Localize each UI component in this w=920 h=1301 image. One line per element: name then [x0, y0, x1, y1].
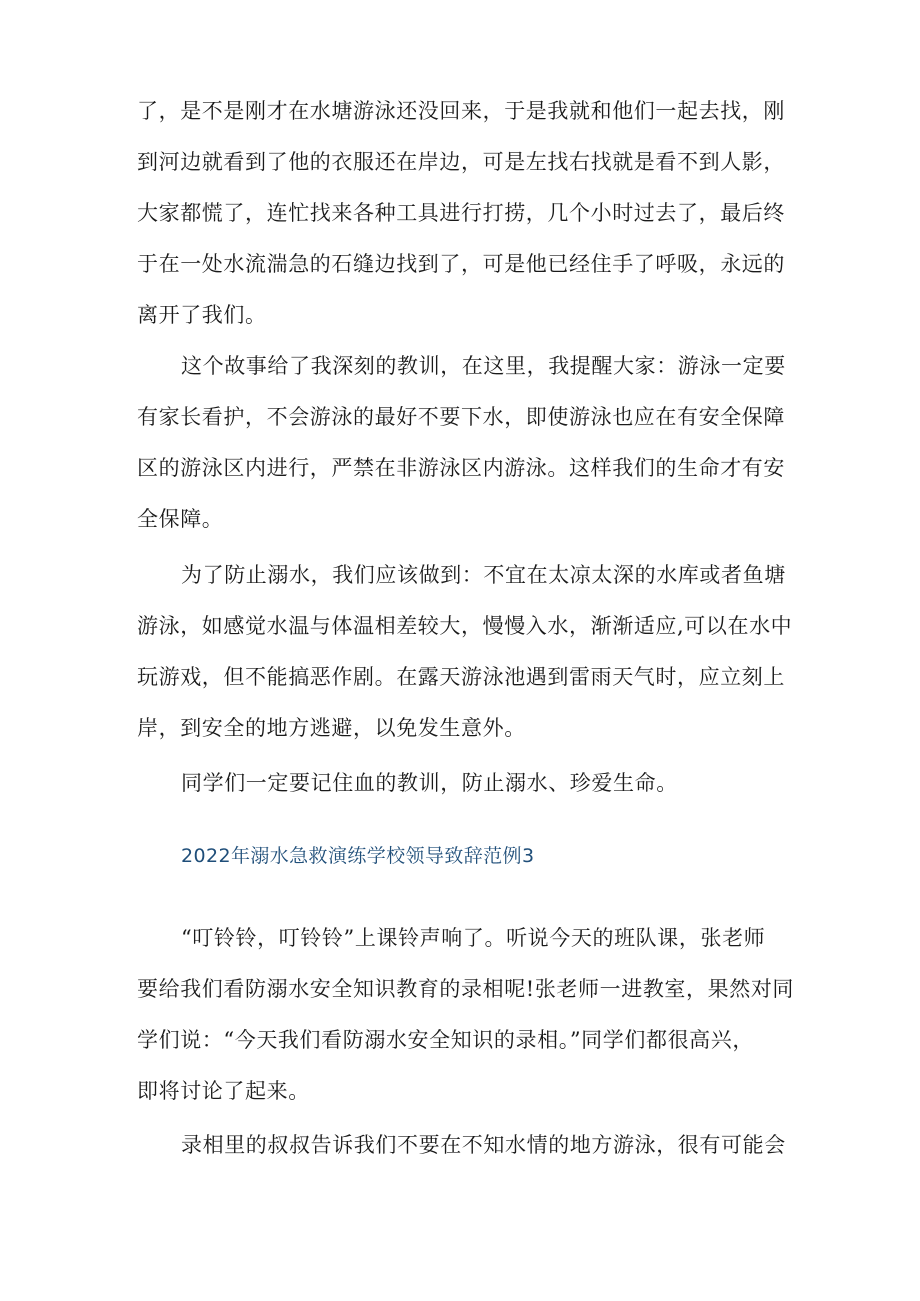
- paragraph-5: [137, 913, 797, 1117]
- text-line: 区的游泳区内进行，严禁在非游泳区内游泳。这样我们的生命才有安: [137, 456, 785, 480]
- text-line: 有家长看护，不会游泳的最好不要下水，即使游泳也应在有安全保障: [137, 405, 785, 429]
- text-line: 这个故事给了我深刻的教训，在这里，我提醒大家：游泳一定要: [181, 354, 786, 378]
- text-line: 了，是不是刚才在水塘游泳还没回来，于是我就和他们一起去找，刚: [137, 99, 785, 123]
- text-line: 全保障。: [137, 507, 224, 531]
- text-line: 为了防止溺水，我们应该做到：不宜在太凉太深的水库或者鱼塘: [181, 563, 786, 587]
- paragraph-1: [137, 86, 797, 341]
- text-line: 同学们一定要记住血的教训，防止溺水、珍爱生命。: [181, 771, 678, 795]
- section-heading: 2022年溺水急救演练学校领导致辞范例3: [181, 845, 535, 867]
- text-line: 于在一处水流湍急的石缝边找到了，可是他已经住手了呼吸，永远的: [137, 252, 785, 276]
- text-line: 即将讨论了起来。: [137, 1079, 310, 1103]
- text-line: 游泳，如感觉水温与体温相差较大，慢慢入水，渐渐适应,可以在水中: [137, 614, 793, 638]
- text-line: 玩游戏，但不能搞恶作剧。在露天游泳池遇到雷雨天气时，应立刻上: [137, 665, 785, 689]
- paragraph-3: [137, 550, 797, 754]
- text-line: 到河边就看到了他的衣服还在岸边，可是左找右找就是看不到人影，: [137, 150, 785, 174]
- paragraph-6: [137, 1120, 797, 1171]
- text-line: “叮铃铃，叮铃铃”上课铃声响了。听说今天的班队课，张老师: [181, 926, 766, 950]
- text-line: 岸，到安全的地方逃避，以免发生意外。: [137, 716, 526, 740]
- text-line: 要给我们看防溺水安全知识教育的录相呢!张老师一进教室，果然对同: [137, 977, 795, 1001]
- paragraph-2: [137, 341, 797, 545]
- text-line: 大家都慌了，连忙找来各种工具进行打捞，几个小时过去了，最后终: [137, 201, 785, 225]
- text-line: 离开了我们。: [137, 303, 267, 327]
- text-line: 学们说：“今天我们看防溺水安全知识的录相。”同学们都很高兴，: [137, 1028, 754, 1052]
- text-line: 录相里的叔叔告诉我们不要在不知水情的地方游泳，很有可能会: [181, 1133, 786, 1157]
- paragraph-4: [137, 758, 797, 809]
